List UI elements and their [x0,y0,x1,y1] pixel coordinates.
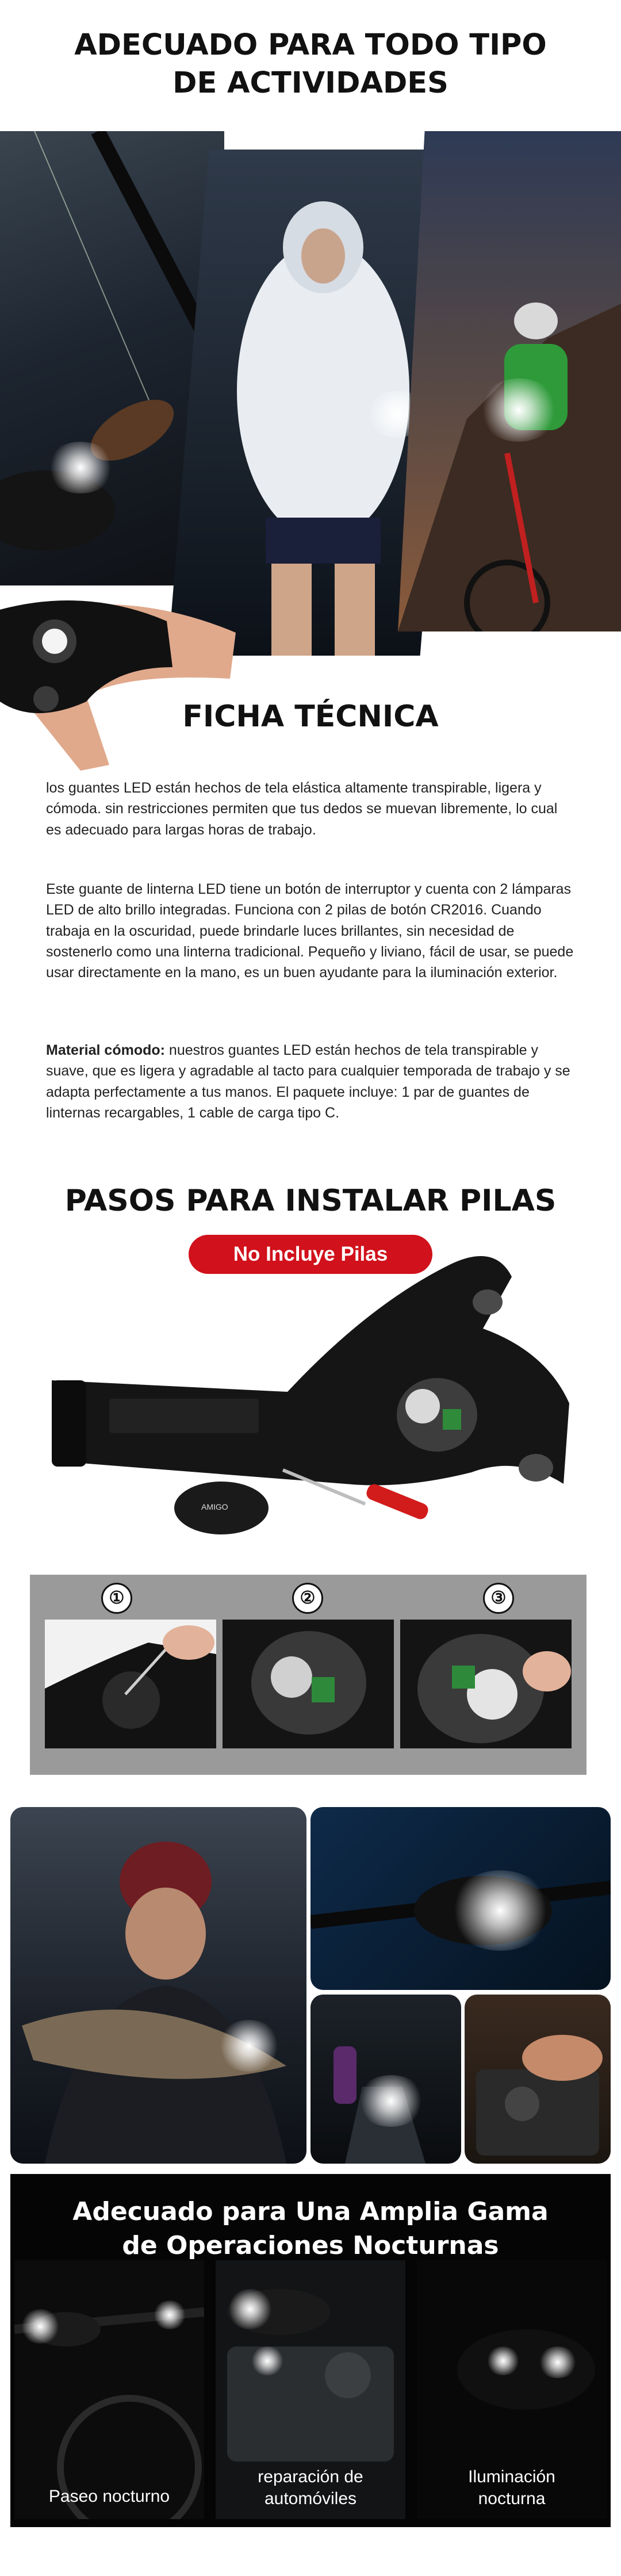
spec-paragraph-2: Este guante de linterna LED tiene un botón de interruptor y cuenta con 2 lámparas LED de alto brillo integradas. Funciona con 2 pilas de botón CR2016. Cuando trabaja en la oscuridad, puede brindarle luces brillantes, sin necesidad de sostenerlo como una linterna tradicional. Pequeño y liviano, fácil de usar, se puede usar directamente en la mano, es un buen ayudante para la iluminación exterior. [46,881,574,981]
tile-night-lighting [417,2260,607,2519]
step-3-image [400,1620,572,1748]
step-2-image [223,1620,394,1748]
install-title: PASOS PARA INSTALAR PILAS [64,1184,557,1218]
hero-title-line1: ADECUADO PARA TODO TIPO [74,28,547,62]
tile-night-lighting-label-line2: nocturna [478,2489,546,2508]
night-title-line2: de Operaciones Nocturnas [122,2231,499,2261]
hero-title [0,26,621,103]
tile-night-ride [14,2260,204,2519]
spec-paragraph-3 [46,1040,575,1123]
tile-night-lighting-label [417,2466,607,2509]
fisherman-photo [10,1807,306,2164]
remote-brand-text: AMIGO [201,1502,228,1511]
hero-title-line2: DE ACTIVIDADES [172,66,448,101]
night-walk-photo [310,1995,461,2164]
spec-material-text: nuestros guantes LED están hechos de tela transpirable y suave, que es ligera y agradable al tacto para cualquier temporada de trabajo y se adapta perfectamente a tus manos. El paquete incluye: 1 par de guantes de linternas recargables, 1 cable de carga tipo C. [46,1042,570,1121]
glove-product-image [46,1242,575,1541]
tile-night-ride-label: Paseo nocturno [48,2487,170,2506]
handlebar-light-photo [310,1807,611,1990]
night-operations-title [10,2195,611,2263]
spec-paragraph-1: los guantes LED están hechos de tela elástica altamente transpirable, ligera y cómoda. sin restricciones permiten que tus dedos se muevan libremente, lo cual es adecuado para largas horas de trabajo. [46,780,558,838]
step-number-1: ① [101,1583,132,1614]
spec-material-label: Material cómodo: [46,1042,165,1058]
cyclist-photo [398,131,621,631]
spec-title: FICHA TÉCNICA [182,699,439,734]
step-1-image [45,1620,216,1748]
glove-hand-illustration [0,581,253,771]
install-steps [30,1575,586,1775]
night-operations-panel [10,2174,611,2527]
night-title-line1: Adecuado para Una Amplia Gama [72,2197,549,2226]
tile-car-repair-label [216,2466,405,2509]
tile-night-lighting-label-line1: Iluminación [468,2467,555,2486]
step-number-3: ③ [483,1583,514,1614]
tile-car-repair-label-line1: reparación de [258,2467,363,2486]
car-repair-photo [465,1995,611,2164]
step-number-2: ② [292,1583,323,1614]
tile-car-repair-label-line2: automóviles [264,2489,357,2508]
tile-car-repair [216,2260,405,2519]
no-batteries-badge: No Incluye Pilas [189,1235,432,1274]
